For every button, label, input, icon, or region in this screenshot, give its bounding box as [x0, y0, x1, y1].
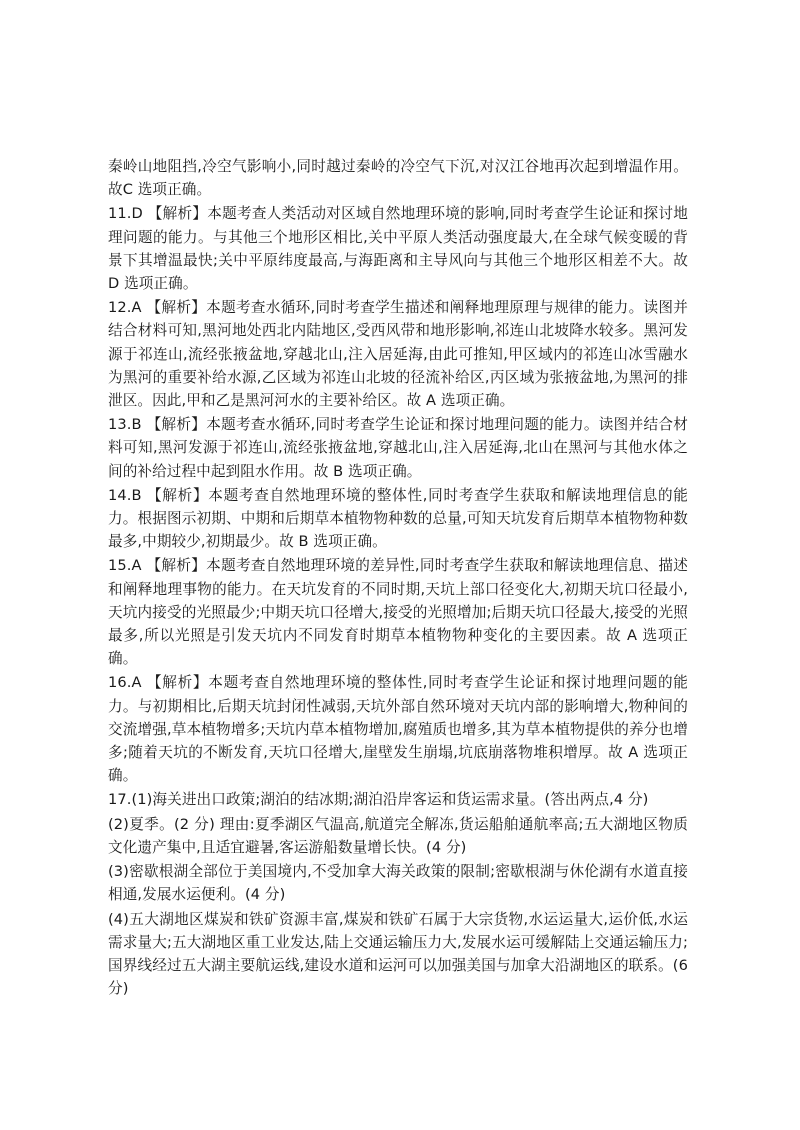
- paragraph-q14: 14.B 【解析】本题考查自然地理环境的整体性,同时考查学生获取和解读地理信息的能力。根据图示初期、中期和后期草本植物物种数的总量,可知天坑发育后期草本植物物种数最多,中期较少,初期最少。故 B 选项正确。: [108, 486, 688, 551]
- paragraph-q12: 12.A 【解析】本题考查水循环,同时考查学生描述和阐释地理原理与规律的能力。读图并结合材料可知,黑河地处西北内陆地区,受西风带和地形影响,祁连山北坡降水较多。黑河发源于祁连山,流经张掖盆地,穿越北山,注入居延海,由此可推知,甲区域内的祁连山冰雪融水为黑河的重要补给水源,乙区域为祁连山北坡的径流补给区,丙区域为张掖盆地,为黑河的排泄区。因此,甲和乙是黑河河水的主要补给区。故 A 选项正确。: [108, 299, 688, 410]
- paragraph-q17-4: (4)五大湖地区煤炭和铁矿资源丰富,煤炭和铁矿石属于大宗货物,水运运量大,运价低,水运需求量大;五大湖地区重工业发达,陆上交通运输压力大,发展水运可缓解陆上交通运输压力;国界线经过五大湖主要航运线,建设水道和运河可以加强美国与加拿大沿湖地区的联系。(6 分): [108, 910, 688, 998]
- paragraph-q17-3: (3)密歇根湖全部位于美国境内,不受加拿大海关政策的限制;密歇根湖与休伦湖有水道直接相通,发展水运便利。(4 分): [108, 863, 688, 904]
- paragraph-q17-1: 17.(1)海关进出口政策;湖泊的结冰期;湖泊沿岸客运和货运需求量。(答出两点,4 分): [108, 791, 649, 809]
- paragraph-q16: 16.A 【解析】本题考查自然地理环境的整体性,同时考查学生论证和探讨地理问题的能力。与初期相比,后期天坑封闭性减弱,天坑外部自然环境对天坑内部的影响增大,物种间的交流增强,草本植物增多;天坑内草本植物增加,腐殖质也增多,其为草本植物提供的养分也增多;随着天坑的不断发育,天坑口径增大,崖壁发生崩塌,坑底崩落物堆积增厚。故 A 选项正确。: [108, 674, 688, 785]
- answer-explanations: [108, 155, 688, 1001]
- paragraph-q13: 13.B 【解析】本题考查水循环,同时考查学生论证和探讨地理问题的能力。读图并结合材料可知,黑河发源于祁连山,流经张掖盆地,穿越北山,注入居延海,北山在黑河与其他水体之间的补给过程中起到阻水作用。故 B 选项正确。: [108, 416, 688, 480]
- paragraph-continuation: 秦岭山地阻挡,冷空气影响小,同时越过秦岭的冷空气下沉,对汉江谷地再次起到增温作用。故C 选项正确。: [108, 158, 688, 199]
- paragraph-q17-2: (2)夏季。(2 分) 理由:夏季湖区气温高,航道完全解冻,货运船舶通航率高;五大湖地区物质文化遗产集中,且适宜避暑,客运游船数量增长快。(4 分): [108, 815, 688, 856]
- paragraph-q15: 15.A 【解析】本题考查自然地理环境的差异性,同时考查学生获取和解读地理信息、描述和阐释地理事物的能力。在天坑发育的不同时期,天坑上部口径变化大,初期天坑口径最小,天坑内接受的光照最少;中期天坑口径增大,接受的光照增加;后期天坑口径最大,接受的光照最多,所以光照是引发天坑内不同发育时期草本植物物种变化的主要因素。故 A 选项正确。: [108, 557, 688, 668]
- paragraph-q11: 11.D 【解析】本题考查人类活动对区域自然地理环境的影响,同时考查学生论证和探讨地理问题的能力。与其他三个地形区相比,关中平原人类活动强度最大,在全球气候变暖的背景下其增温最快;关中平原纬度最高,与海距离和主导风向与其他三个地形区相差不大。故 D 选项正确。: [108, 205, 688, 293]
